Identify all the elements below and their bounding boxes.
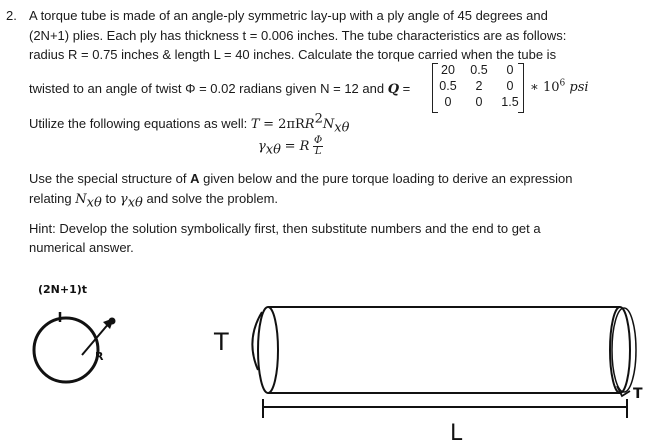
eq1-sub: xθ	[334, 120, 350, 136]
eq1-rhs: = 2πR	[263, 117, 305, 132]
tube-right-torque-arc	[612, 308, 636, 392]
hint-line-2: numerical answer.	[29, 240, 134, 255]
q-symbol: Q	[387, 82, 400, 97]
equations-intro: Utilize the following equations as well: $T = 2\pi RR^2N_{x\theta}$	[29, 111, 350, 136]
multiplier-exponent: 6	[559, 78, 566, 89]
problem-line-2: (2N+1) plies. Each ply has thickness t = 0.006 inches. The tube characteristics are as follows:	[29, 28, 567, 43]
radius-end-dot	[109, 318, 116, 325]
para1-gamma: γ	[119, 192, 128, 207]
para1-relating: relating	[29, 191, 72, 206]
torque-left-label: T	[214, 328, 229, 356]
matrix-cell: 1.5	[501, 95, 519, 109]
thickness-label: (2N+1)t	[38, 283, 88, 296]
para1-end: and solve the problem.	[146, 191, 279, 206]
radius-label: R	[95, 350, 104, 363]
problem-line-4-text: twisted to an angle of twist Φ = 0.02 radians given N = 12 and	[29, 81, 385, 96]
tube-outline	[268, 307, 620, 393]
multiplier-text: ∗ 10	[530, 80, 560, 95]
matrix-cell: 0	[475, 95, 483, 109]
eq1-sup: 2	[314, 111, 323, 127]
hint-line-1: Hint: Develop the solution symbolically first, then substitute numbers and the end to get a	[29, 221, 541, 236]
para1-N: N	[75, 192, 87, 207]
problem-number: 2.	[6, 8, 17, 23]
length-label: L	[450, 421, 463, 445]
matrix-cell: 20	[441, 63, 455, 77]
matrix-cell: 0	[506, 63, 514, 77]
eq2-lhs: γ	[258, 138, 266, 154]
para1-N-sub: xθ	[86, 195, 102, 211]
para1-gamma-sub: xθ	[127, 195, 143, 211]
eq2-lhs-sub: xθ	[265, 142, 281, 158]
torque-right-label: T	[633, 386, 643, 402]
equations-intro-text: Utilize the following equations as well:	[29, 116, 248, 131]
problem-line-1: A torque tube is made of an angle-ply symmetric lay-up with a ply angle of 45 degrees and	[29, 8, 548, 23]
matrix-cell: 0	[444, 95, 452, 109]
eq2-frac-num: Φ	[314, 135, 323, 146]
para1-bold-A: A	[190, 171, 200, 186]
tube-right-end	[610, 307, 630, 393]
tube-left-end	[258, 307, 278, 393]
matrix-cell: 0.5	[470, 63, 488, 77]
matrix-cell: 2	[475, 79, 483, 93]
q-equals: =	[402, 81, 411, 96]
unit-psi: psi	[569, 80, 589, 95]
para1-to: to	[105, 191, 117, 206]
eq2-rhs: = R	[284, 138, 310, 154]
para1-text-b: given below and the pure torque loading to derive an expression	[203, 171, 573, 186]
problem-line-3: radius R = 0.75 inches & length L = 40 inches. Calculate the torque carried when the tube is	[29, 47, 557, 62]
matrix-cell: 0	[506, 79, 514, 93]
matrix-cell: 0.5	[439, 79, 457, 93]
eq1-N: N	[322, 117, 335, 132]
cross-section-circle	[34, 318, 98, 382]
para1-text-a: Use the special structure of	[29, 171, 187, 186]
eq1-lhs: T	[250, 117, 260, 132]
eq2-frac-den: L	[314, 146, 322, 157]
